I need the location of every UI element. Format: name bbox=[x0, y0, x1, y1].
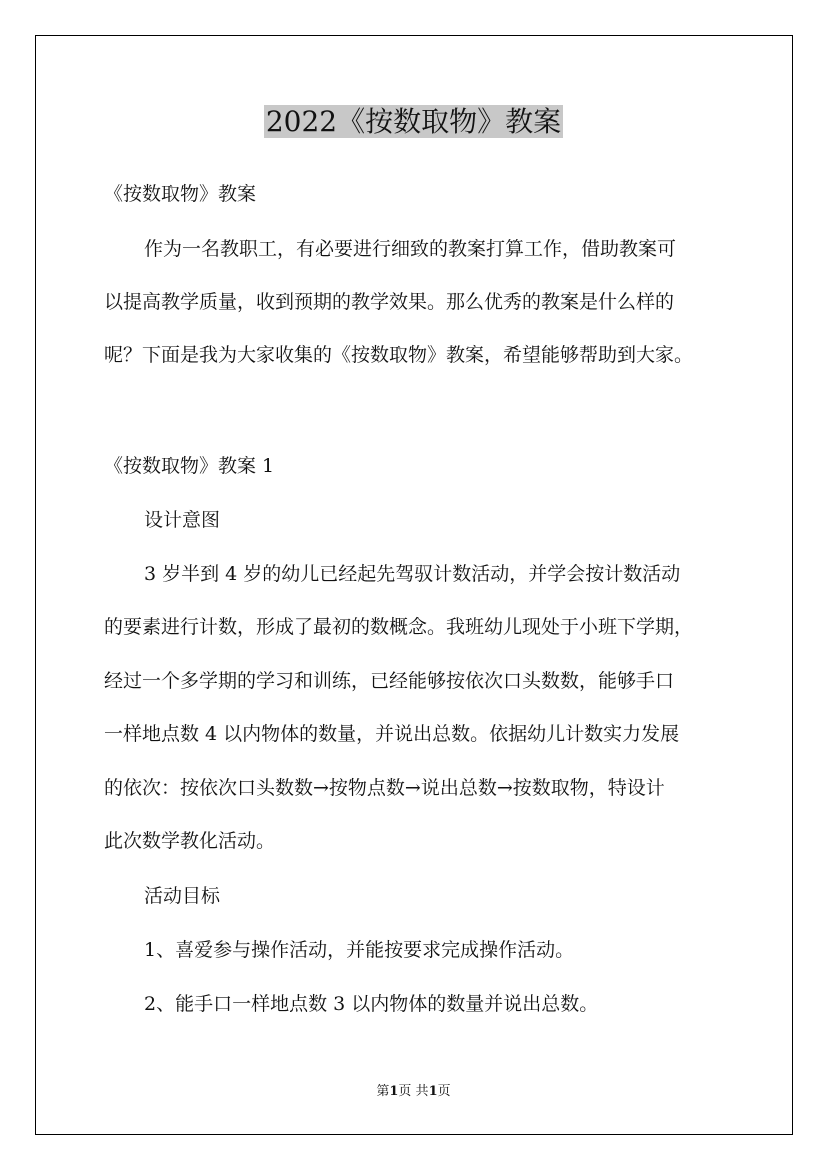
subtitle: 《按数取物》教案 bbox=[104, 183, 257, 205]
intro-line: 作为一名教职工，有必要进行细致的教案打算工作，借助教案可 bbox=[144, 238, 677, 260]
footer-mid: 页 共 bbox=[398, 1084, 429, 1099]
footer-prefix: 第 bbox=[376, 1084, 390, 1099]
design-line: 一样地点数 4 以内物体的数量，并说出总数。依据幼儿计数实力发展 bbox=[104, 723, 680, 745]
page-footer bbox=[0, 1084, 827, 1100]
design-heading: 设计意图 bbox=[144, 509, 221, 531]
goal-item: 2、能手口一样地点数 3 以内物体的数量并说出总数。 bbox=[144, 993, 599, 1015]
footer-suffix: 页 bbox=[437, 1084, 451, 1099]
document-title bbox=[0, 104, 827, 140]
goals-heading: 活动目标 bbox=[144, 885, 221, 907]
design-line: 3 岁半到 4 岁的幼儿已经起先驾驭计数活动，并学会按计数活动 bbox=[144, 563, 681, 585]
intro-line: 呢？下面是我为大家收集的《按数取物》教案，希望能够帮助到大家。 bbox=[104, 344, 694, 366]
design-line: 经过一个多学期的学习和训练，已经能够按依次口头数数，能够手口 bbox=[104, 670, 675, 692]
design-line: 此次数学教化活动。 bbox=[104, 830, 276, 852]
design-line: 的要素进行计数，形成了最初的数概念。我班幼儿现处于小班下学期， bbox=[104, 616, 694, 638]
intro-line: 以提高教学质量，收到预期的教学效果。那么优秀的教案是什么样的 bbox=[104, 291, 675, 313]
document-title-text: 2022《按数取物》教案 bbox=[265, 105, 562, 138]
goal-item: 1、喜爱参与操作活动，并能按要求完成操作活动。 bbox=[144, 939, 575, 961]
footer-page-total: 1 bbox=[428, 1084, 438, 1099]
design-line: 的依次：按依次口头数数→按物点数→说出总数→按数取物，特设计 bbox=[104, 777, 665, 799]
section-heading: 《按数取物》教案 1 bbox=[104, 455, 275, 477]
footer-page-current: 1 bbox=[389, 1084, 399, 1099]
